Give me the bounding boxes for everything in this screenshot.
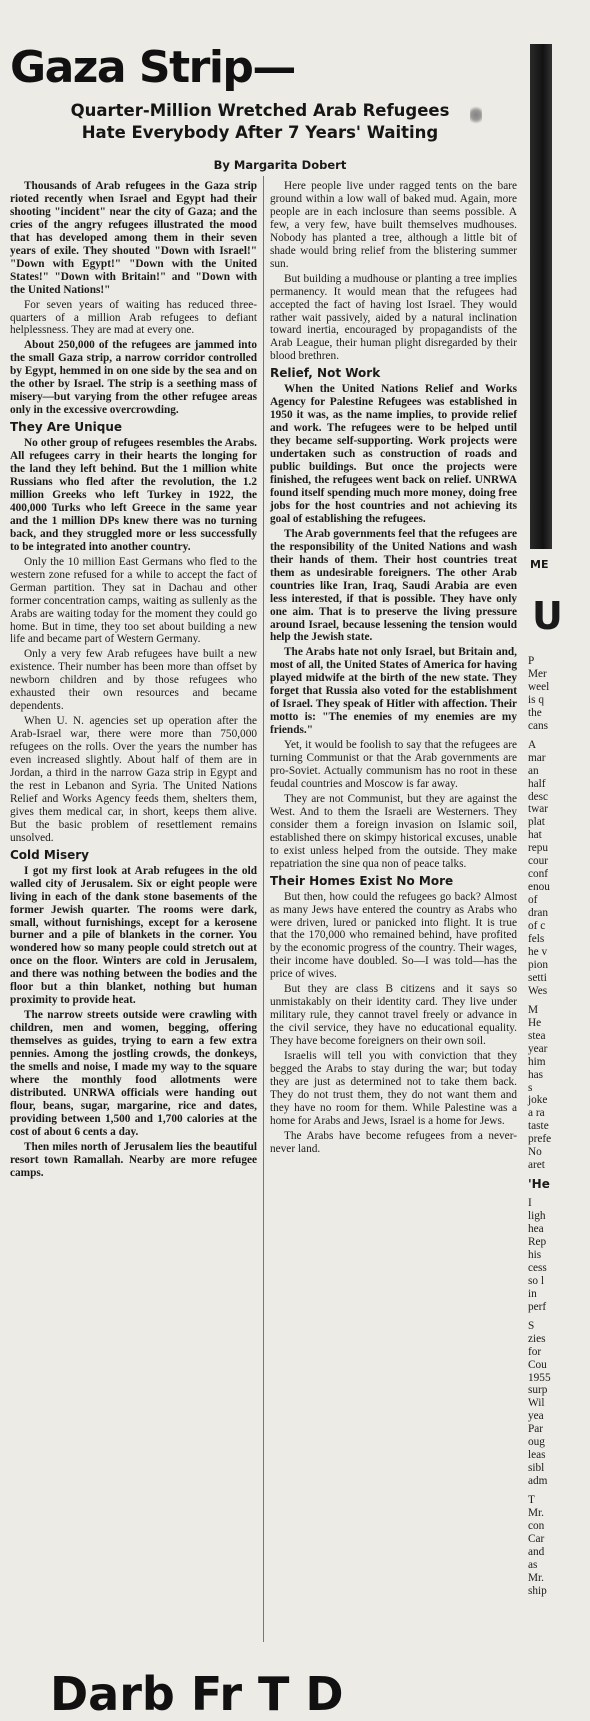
text-fragment: ligh bbox=[528, 1210, 546, 1223]
text-fragment: zies bbox=[528, 1332, 546, 1345]
paragraph: For seven years of waiting has reduced three-quarters of a million Arab refugees to defiant helplessness. They are mad at every one. bbox=[10, 298, 257, 337]
paragraph: When U. N. agencies set up operation after the Arab-Israel war, there were more than 750,000 refugees on the rolls. Over the years the number has even increased slightly. About half of them are in Jordan, a third in the narrow Gaza strip in Egypt and the rest in Lebanon and Syria. The United Nations Relief and Works Agency feeds them, shelters them, gives them medical car, in short, keeps them alive. But the basic problem of resettlement remains unsolved. bbox=[10, 715, 257, 844]
text-fragment: and bbox=[528, 1545, 545, 1558]
text-fragment: Par bbox=[528, 1423, 544, 1436]
text-fragment: half bbox=[528, 777, 546, 790]
text-fragment: of bbox=[528, 894, 538, 907]
text-fragment: conf bbox=[528, 868, 549, 881]
text-fragment: P bbox=[528, 655, 535, 667]
text-fragment: year bbox=[528, 1042, 548, 1055]
text-fragment: Cou bbox=[528, 1358, 547, 1371]
text-fragment: desc bbox=[528, 790, 549, 803]
text-fragment: for bbox=[528, 1345, 542, 1358]
text-fragment: is q bbox=[528, 693, 545, 706]
paragraph: I got my first look at Arab refugees in the old walled city of Jerusalem. Six or eight people were living in each of the dank stone basements of the former Jewish quarter. The rooms were dark, small, without furnishings, except for a kerosene burner and a pile of blankets in the corner. You wondered how so many people could stretch out at once on the floor. Winters are cold in Jerusalem, and there was nothing between the bodies and the floor but a thin blanket, nothing but human proximity to provide heat. bbox=[10, 864, 257, 1007]
left-column bbox=[10, 180, 257, 1182]
text-fragment: enou bbox=[528, 881, 550, 894]
byline: By Margarita Dobert bbox=[213, 158, 347, 172]
text-fragment: Mr. bbox=[528, 1571, 545, 1584]
ink-blot bbox=[470, 104, 482, 126]
text-fragment: in bbox=[528, 1287, 537, 1300]
text-fragment: joke bbox=[528, 1094, 548, 1107]
paragraph: About 250,000 of the refugees are jammed into the small Gaza strip, a narrow corridor controlled by Egypt, hemmed in on one side by the sea and on the other by Israel. The strip is a seething mass of misery—but varying from the other refugee areas only in the excessive overcrowding. bbox=[10, 339, 257, 417]
adjacent-column-clipped bbox=[524, 0, 563, 1700]
paragraph: Only a very few Arab refugees have built a new existence. Their number has been more than offset by newborn children and by those refugees who exhausted their own resources and became dependents. bbox=[10, 648, 257, 713]
text-fragment: Mer bbox=[528, 667, 547, 680]
text-fragment: a ra bbox=[528, 1107, 545, 1120]
text-fragment: s bbox=[528, 1081, 533, 1094]
text-fragment: S bbox=[528, 1319, 535, 1332]
text-fragment: as bbox=[528, 1558, 538, 1571]
deck-line-2: Hate Everybody After 7 Years' Waiting bbox=[81, 123, 439, 142]
text-fragment: of c bbox=[528, 920, 546, 933]
deck-line-1: Quarter-Million Wretched Arab Refugees bbox=[70, 101, 450, 120]
text-fragment: oug bbox=[528, 1436, 545, 1449]
paragraph: The Arabs have become refugees from a never-never land. bbox=[270, 1129, 517, 1155]
text-fragment: A bbox=[528, 738, 537, 751]
text-fragment: con bbox=[528, 1520, 545, 1532]
subhead-homes-exist-no-more: Their Homes Exist No More bbox=[270, 873, 454, 888]
text-fragment: surp bbox=[528, 1384, 548, 1397]
column-rule bbox=[263, 176, 264, 1642]
headline: Gaza Strip— bbox=[10, 42, 295, 93]
text-fragment: him bbox=[528, 1055, 546, 1068]
text-fragment: dran bbox=[528, 907, 549, 920]
paragraph: But then, how could the refugees go back? Almost as many Jews have entered the country as Arabs who were driven, lured or panicked into flight. It is true that the 170,000 who remained behind, have profited by the economic progress of the country. Their wages, their income have doubled. So—I was told—has the price of wives. bbox=[270, 890, 517, 981]
next-article-headline-clipped: Darb Fr T D bbox=[50, 1667, 344, 1721]
text-fragment: sibl bbox=[528, 1462, 545, 1475]
text-fragment: mar bbox=[528, 751, 546, 764]
text-fragment: pion bbox=[528, 958, 549, 971]
text-fragment: has bbox=[528, 1068, 544, 1081]
subhead-they-are-unique: They Are Unique bbox=[10, 420, 123, 435]
middle-column bbox=[270, 180, 517, 1158]
subhead-cold-misery: Cold Misery bbox=[10, 847, 90, 862]
paragraph: Yet, it would be foolish to say that the refugees are turning Communist or that the Arab governments are pro-Soviet. Actually communism has no root in these feudal countries and Moscow is far away. bbox=[270, 739, 517, 790]
text-fragment: an bbox=[528, 764, 539, 777]
paragraph: They are not Communist, but they are against the West. And to them the Israeli are Westerners. They consider them a foreign invasion on Islamic soil, established there on skimpy historical excuses, unable to exist unless helped from the outside. They make repatriation the sine qua non of peace talks. bbox=[270, 792, 517, 870]
photo-caption: ME bbox=[530, 558, 549, 571]
text-fragment: 1955 bbox=[528, 1371, 551, 1384]
text-fragment: No bbox=[528, 1146, 542, 1159]
text-fragment: Wil bbox=[528, 1397, 545, 1410]
paragraph: Only the 10 million East Germans who fled to the western zone refused for a while to accept the fact of German partition. They sat in Dachau and other former concentration camps, waiting as sullenly as the Arabs are waiting today for the moment they could go home. But in time, they too set about building a new life and became part of Western Germany. bbox=[10, 555, 257, 646]
text-fragment: Rep bbox=[528, 1235, 547, 1248]
text-fragment: I bbox=[528, 1197, 532, 1210]
adjacent-text-fragments bbox=[528, 655, 568, 1598]
text-fragment: Mr. bbox=[528, 1507, 545, 1520]
subhead-relief-not-work: Relief, Not Work bbox=[270, 366, 381, 381]
text-fragment: cess bbox=[528, 1261, 547, 1274]
text-fragment: perf bbox=[528, 1300, 547, 1313]
text-fragment: his bbox=[528, 1248, 542, 1261]
paragraph: The Arabs hate not only Israel, but Britain and, most of all, the United States of America for having played midwife at the birth of the new state. They forget that Russia also voted for the establishment of Israel. They speak of Hitler with affection. Their motto is: "The enemies of my enemies are my friends." bbox=[270, 646, 517, 737]
adjacent-subhead: 'He bbox=[528, 1177, 550, 1192]
text-fragment: aret bbox=[528, 1159, 545, 1172]
photo-clipped bbox=[530, 44, 552, 549]
text-fragment: twar bbox=[528, 803, 549, 816]
text-fragment: ship bbox=[528, 1584, 547, 1597]
text-fragment: setti bbox=[528, 971, 547, 984]
text-fragment: stea bbox=[528, 1029, 546, 1042]
paragraph: No other group of refugees resembles the Arabs. All refugees carry in their hearts the longing for the land they left behind. But the 1 million white Russians who fled after the revolution, the 1.2 million Greeks who left Turkey in 1922, the 400,000 Turks who left Greece in the same year and the 1 million DPs knew there was no turning back, and they struggled more or less successfully to be integrated into another country. bbox=[10, 437, 257, 553]
text-fragment: He bbox=[528, 1016, 542, 1029]
paragraph: The Arab governments feel that the refugees are the responsibility of the United Nations and wash their hands of them. Their host countries treat them as undesirable foreigners. The other Arab countries like Iran, Iraq, Saudi Arabia are even less interested, if that is possible. They have only one aim. That is to preserve the living pressure around Israel, because lessening the tension would help the Jewish state. bbox=[270, 527, 517, 644]
text-fragment: hat bbox=[528, 829, 542, 842]
paragraph: When the United Nations Relief and Works Agency for Palestine Refugees was established in 1950 it was, as the name implies, to provide relief and work. The refugees were to be helped until they became self-supporting. Work projects were undertaken such as construction of roads and public buildings. But once the projects were finished, the refugees went back on relief. UNRWA found itself spending much more money, doing free jobs for the host countries and not achieving its goal of establishing the refugees. bbox=[270, 383, 517, 525]
text-fragment: fels bbox=[528, 933, 545, 946]
text-fragment: plat bbox=[528, 816, 545, 829]
text-fragment: the bbox=[528, 706, 542, 719]
paragraph: Israelis will tell you with conviction that they begged the Arabs to stay during the war; but today they are just as determined not to take them back. They do not trust them, they do not want them and they have no room for them. While Palestine was a home for Arabs and Jews, Israel is a home for Jews. bbox=[270, 1050, 517, 1127]
paragraph: Thousands of Arab refugees in the Gaza strip rioted recently when Israel and Egypt had their shooting "incident" near the city of Gaza; and the cries of the angry refugees illustrated the mood that has developed among them in their seven years of exile. They shouted "Down with Israel!" "Down with Egypt!" "Down with the United States!" "Down with Britain!" and "Down with the United Nations!" bbox=[10, 180, 257, 296]
text-fragment: adm bbox=[528, 1475, 548, 1488]
text-fragment: prefe bbox=[528, 1133, 552, 1146]
text-fragment: leas bbox=[528, 1449, 546, 1462]
paragraph: The narrow streets outside were crawling with children, men and women, begging, offering themselves as guides, trying to earn a few extra pennies. Among the jostling crowds, the donkeys, the smells and noise, I made my way to the square where the monthly food allotments were distributed. UNRWA officials were handing out flour, beans, sugar, margarine, rice and dates, providing between 1,500 and 1,700 calories at the cost of about 6 cents a day. bbox=[10, 1009, 257, 1138]
text-fragment: so l bbox=[528, 1274, 545, 1287]
paragraph: Here people live under ragged tents on the bare ground within a low wall of baked mud. Again, more people are in each inclosure than seems possible. A few, a very few, have built themselves mudhouses. Nobody has planted a tree, although a little bit of shade would bring relief from the blistering summer sun. bbox=[270, 180, 517, 270]
paragraph: But they are class B citizens and it says so unmistakably on their identity card. They live under military rule, they cannot travel freely or advance in the civil service, they have no educational equality. They have become foreigners on their own soil. bbox=[270, 983, 517, 1048]
text-fragment: he v bbox=[528, 945, 548, 958]
text-fragment: weel bbox=[528, 680, 550, 693]
text-fragment: Car bbox=[528, 1532, 545, 1545]
text-fragment: repu bbox=[528, 842, 549, 855]
paragraph: Then miles north of Jerusalem lies the beautiful resort town Ramallah. Nearby are more refugee camps. bbox=[10, 1140, 257, 1179]
paragraph: But building a mudhouse or planting a tree implies permanency. It would mean that the refugees had accepted the fact of having lost Israel. They would rather wait passively, aided by a natural inclination toward inertia, encouraged by propagandists of the Arab League, their human plight disregarded by their blood brethren. bbox=[270, 272, 517, 363]
adjacent-headline: U bbox=[532, 594, 563, 638]
deck bbox=[40, 100, 480, 144]
text-fragment: Wes bbox=[528, 984, 548, 997]
text-fragment: T bbox=[528, 1494, 535, 1507]
text-fragment: yea bbox=[528, 1410, 544, 1423]
text-fragment: cans bbox=[528, 719, 549, 732]
text-fragment: taste bbox=[528, 1120, 549, 1133]
text-fragment: M bbox=[528, 1003, 539, 1016]
text-fragment: hea bbox=[528, 1223, 544, 1236]
text-fragment: cour bbox=[528, 855, 549, 868]
